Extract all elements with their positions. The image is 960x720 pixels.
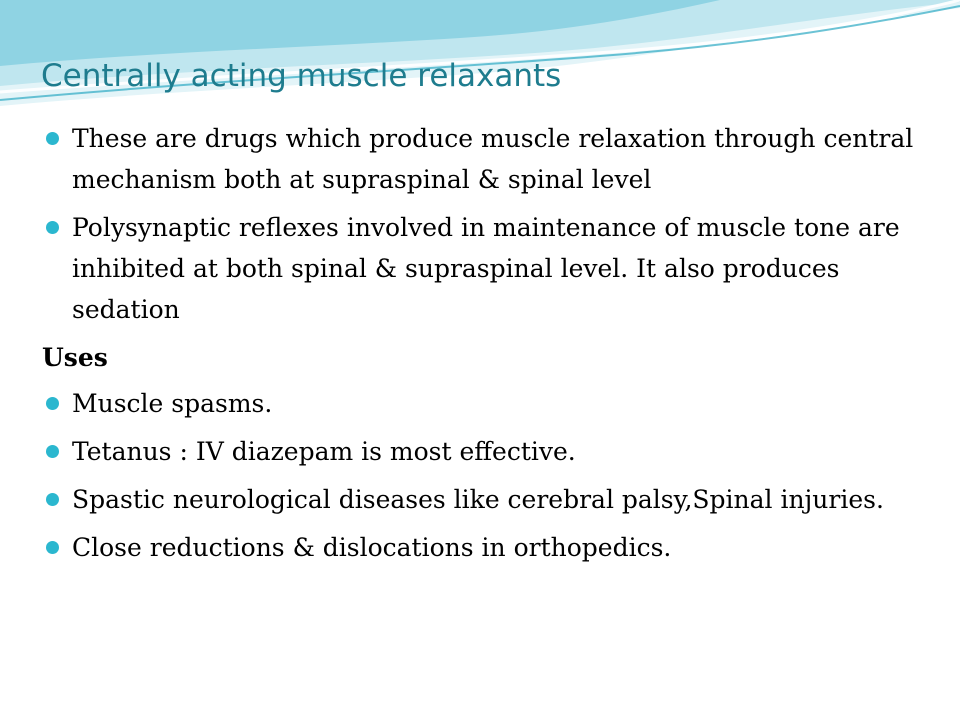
bullet-dot-icon: [46, 445, 59, 458]
bullet-dot-icon: [46, 493, 59, 506]
bullet-dot-icon: [46, 221, 59, 234]
slide-content: [42, 118, 932, 568]
slide-title: Centrally acting muscle relaxants: [41, 58, 562, 94]
bullet-text: Spastic neurological diseases like cerebral palsy,Spinal injuries.: [72, 485, 884, 514]
bullet-text: Close reductions & dislocations in orthopedics.: [72, 533, 672, 562]
bullet-item: [42, 207, 932, 330]
bullet-text: These are drugs which produce muscle relaxation through central mechanism both at supraspinal & spinal level: [72, 124, 914, 194]
bullet-item: [42, 118, 932, 200]
uses-bullet-item: [42, 527, 932, 568]
bullet-dot-icon: [46, 397, 59, 410]
bullet-text: Polysynaptic reflexes involved in maintenance of muscle tone are inhibited at both spinal & supraspinal level. It also produces sedation: [72, 213, 900, 324]
bullet-dot-icon: [46, 541, 59, 554]
bullet-text: Muscle spasms.: [72, 389, 273, 418]
uses-bullet-item: [42, 479, 932, 520]
uses-heading: Uses: [42, 343, 108, 372]
uses-bullet-item: [42, 383, 932, 424]
bullet-dot-icon: [46, 132, 59, 145]
uses-bullet-item: [42, 431, 932, 472]
bullet-text: Tetanus : IV diazepam is most effective.: [72, 437, 576, 466]
